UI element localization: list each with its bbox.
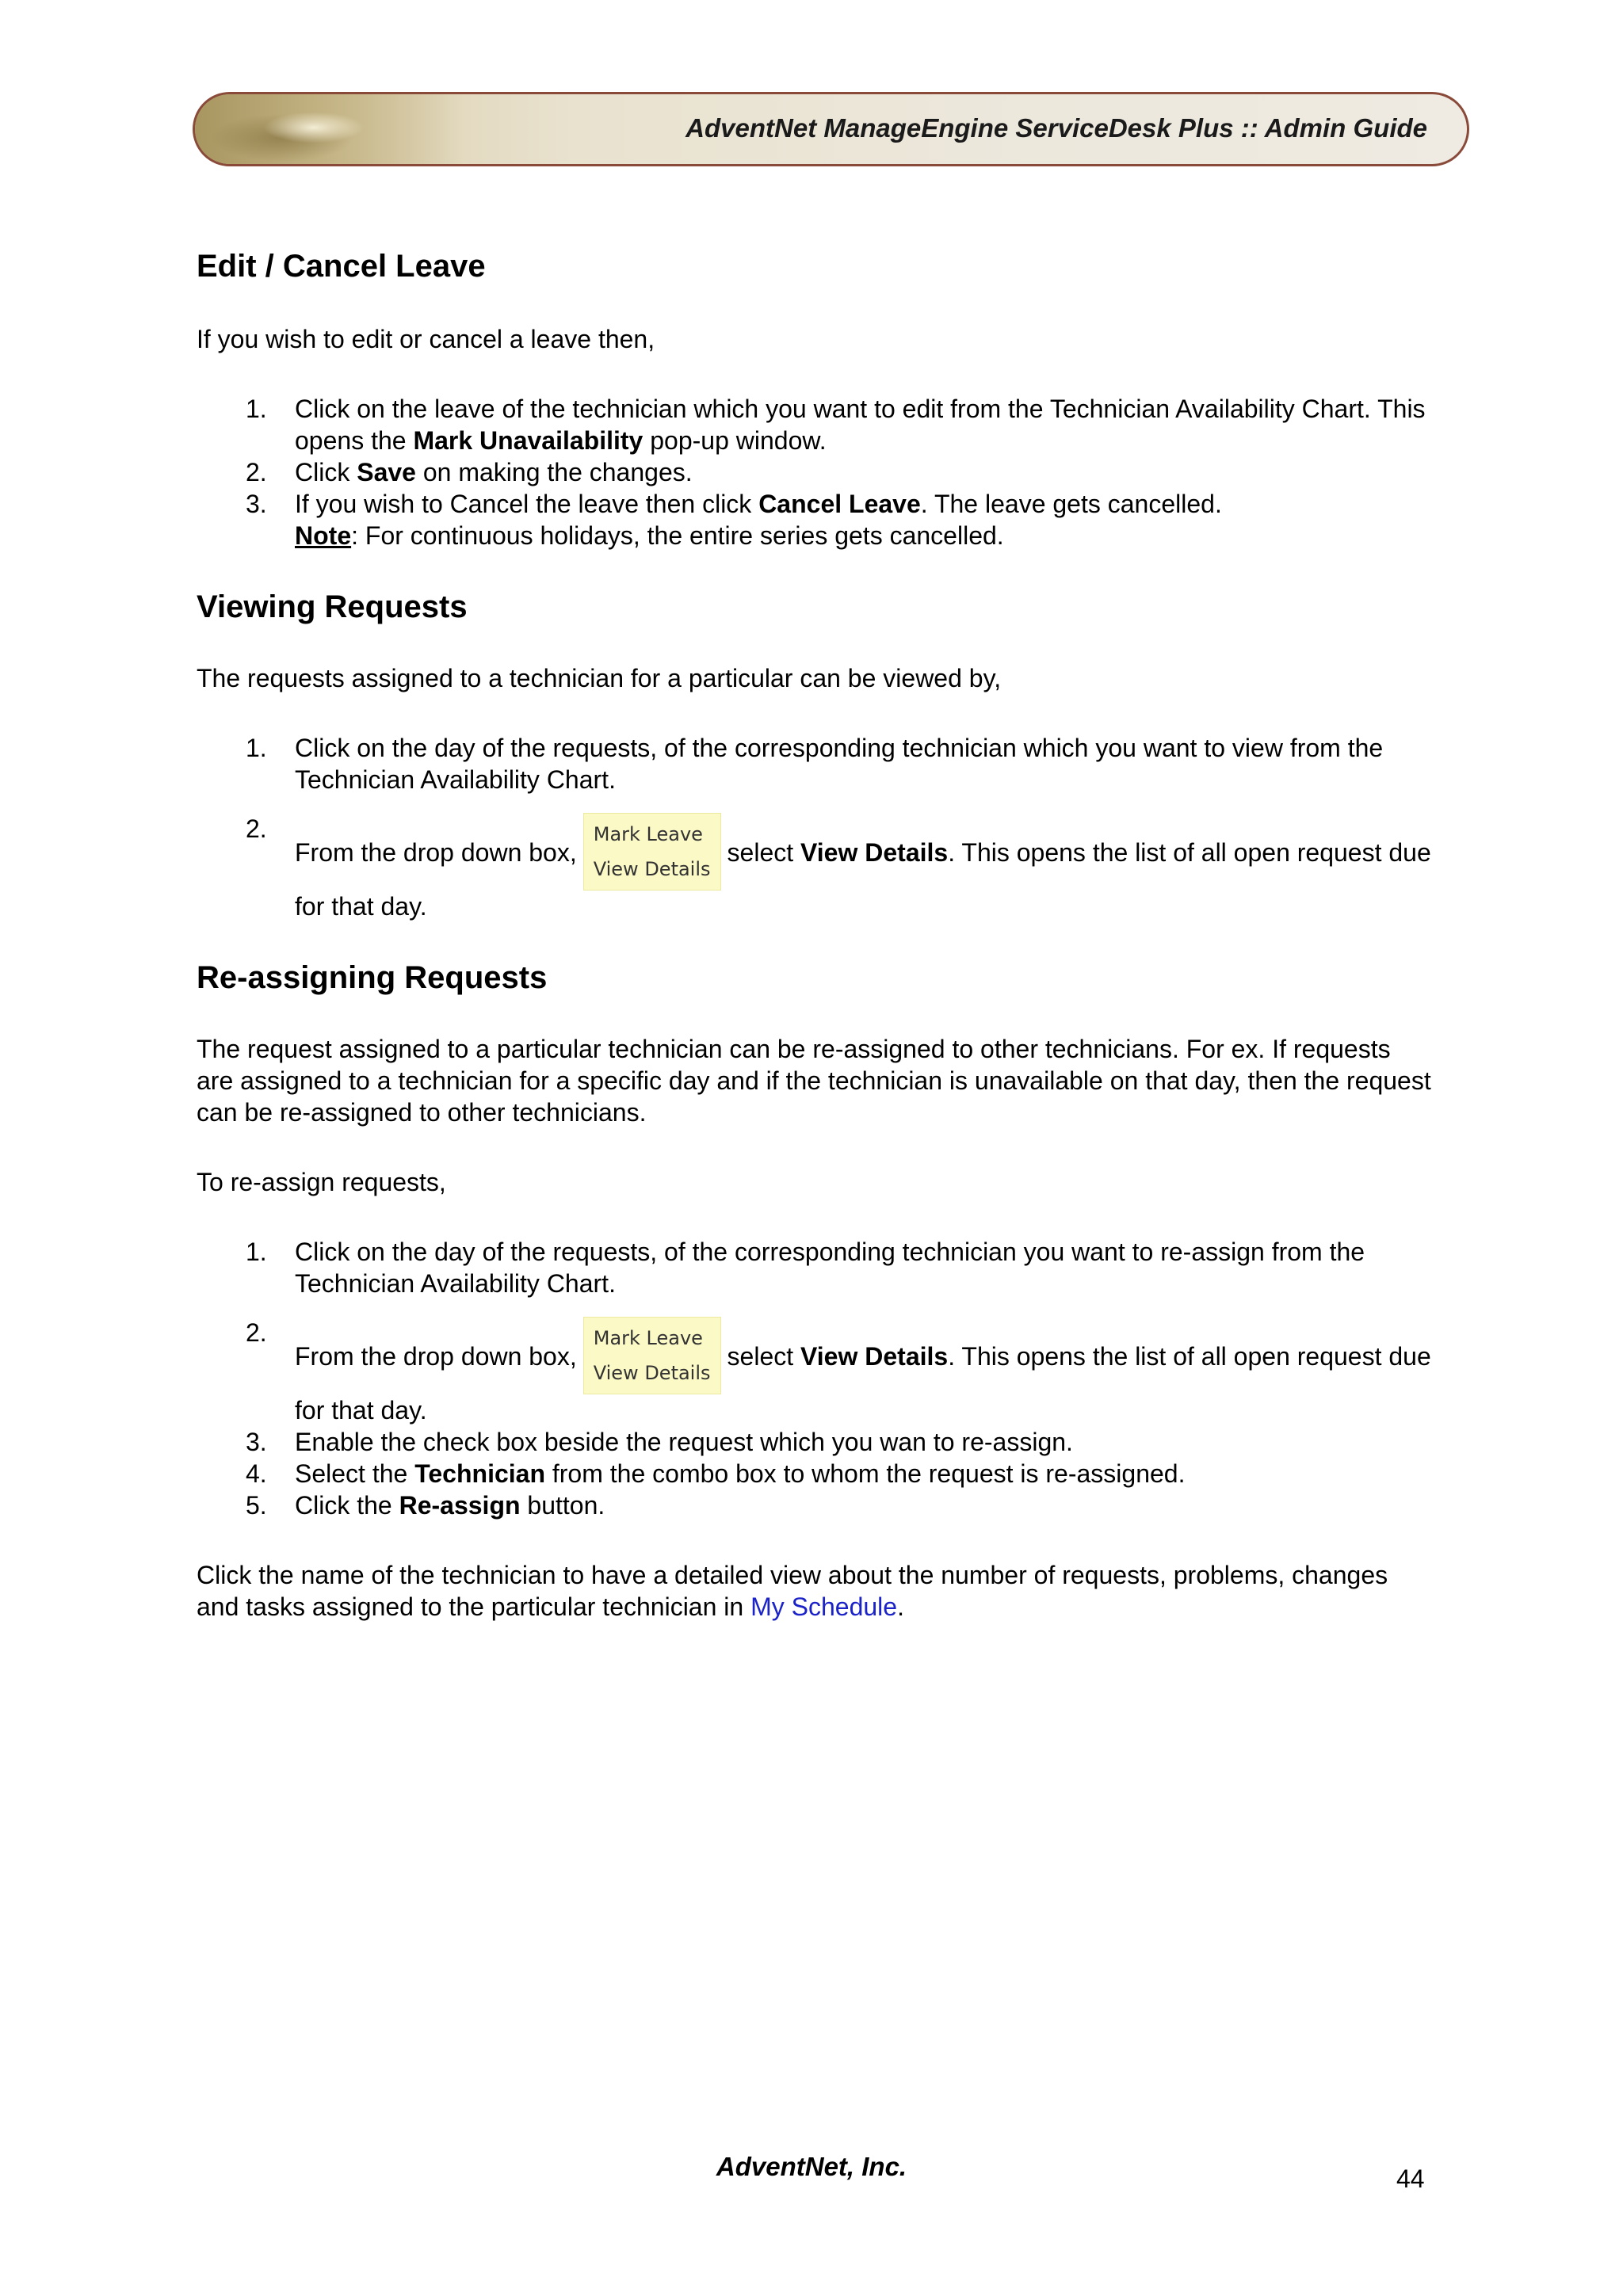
page-content: [197, 238, 1433, 1623]
edit-cancel-intro: If you wish to edit or cancel a leave then,: [197, 325, 655, 353]
section-heading-reassign: Re-assigning Requests: [197, 960, 548, 995]
note-label: Note: [295, 521, 352, 550]
footer-company: AdventNet, Inc.: [716, 2152, 907, 2181]
header-banner: [193, 92, 1469, 166]
dropdown-screenshot: Mark Leave View Details: [583, 1317, 721, 1394]
dropdown-screenshot: Mark Leave View Details: [583, 813, 721, 891]
my-schedule-link[interactable]: My Schedule: [750, 1592, 898, 1621]
list-item: 1. Click on the day of the requests, of the corresponding technician you want to re-assign from the Technician Availability Chart.: [246, 1238, 1365, 1298]
viewing-steps: [197, 732, 1433, 922]
list-item: 4. Select the Technician from the combo box to whom the request is re-assigned.: [246, 1459, 1186, 1488]
reassign-lead: To re-assign requests,: [197, 1168, 446, 1196]
list-item: 2. Click Save on making the changes.: [246, 458, 693, 486]
header-title: AdventNet ManageEngine ServiceDesk Plus :: Admin Guide: [685, 113, 1427, 143]
reassign-intro: The request assigned to a particular technician can be re-assigned to other technicians. For ex. If requests are assigned to a technician for a specific day and if the technician is unavailable on that day, then the request can be re-assigned to other technicians.: [197, 1035, 1431, 1127]
reassign-steps: [197, 1236, 1433, 1521]
edit-cancel-steps: [197, 393, 1433, 551]
list-item: 5. Click the Re-assign button.: [246, 1491, 605, 1520]
section-heading-viewing: Viewing Requests: [197, 589, 468, 624]
section-heading-edit-cancel: Edit / Cancel Leave: [197, 249, 486, 284]
list-item: 2. From the drop down box, Mark Leave View Details select View Details. This opens the list of all open request due for that day.: [246, 1318, 1431, 1425]
page-number: 44: [1396, 2164, 1425, 2193]
list-item: 3. Enable the check box beside the request which you wan to re-assign.: [246, 1428, 1073, 1456]
list-item: 2. From the drop down box, Mark Leave View Details select View Details. This opens the list of all open request due for that day.: [246, 814, 1431, 921]
closing-paragraph: Click the name of the technician to have a detailed view about the number of requests, problems, changes and tasks assigned to the particular technician in My Schedule.: [197, 1561, 1388, 1621]
list-item: 1. Click on the day of the requests, of the corresponding technician which you want to view from the Technician Availability Chart.: [246, 734, 1384, 794]
viewing-intro: The requests assigned to a technician for a particular can be viewed by,: [197, 664, 1002, 692]
list-item: 3. If you wish to Cancel the leave then click Cancel Leave. The leave gets cancelled. Note: For continuous holidays, the entire series gets cancelled.: [246, 490, 1222, 550]
header-logo-art: [195, 94, 464, 164]
list-item: 1. Click on the leave of the technician which you want to edit from the Technician Availability Chart. This opens the Mark Unavailability pop-up window.: [246, 395, 1426, 455]
